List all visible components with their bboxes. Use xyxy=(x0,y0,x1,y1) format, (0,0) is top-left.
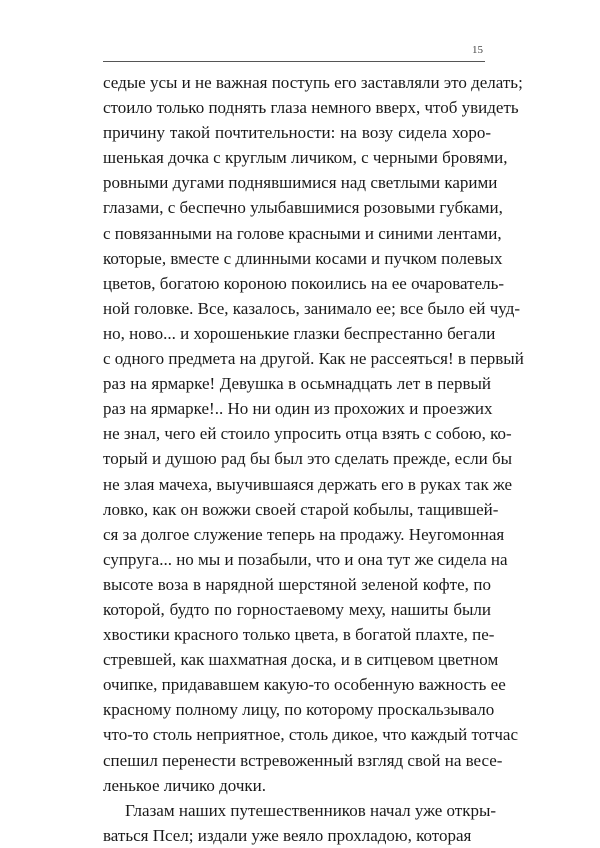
text-line: супруга... но мы и позабыли, что и она тут же сидела на xyxy=(103,549,508,569)
body-text xyxy=(103,70,524,848)
text-line: глазами, с беспечно улыбавшимися розовыми губками, xyxy=(103,198,503,218)
text-line: красному полному лицу, по которому проскальзывало xyxy=(103,700,495,720)
text-line: причину такой почтительности: на возу сидела хоро- xyxy=(103,123,491,143)
text-line: цветов, богатою короною покоились на ее очарователь- xyxy=(103,273,505,293)
text-line: ся за долгое служение теперь на продажу. Неугомонная xyxy=(103,524,505,544)
text-line: высоте воза в нарядной шерстяной зеленой кофте, по xyxy=(103,574,491,594)
text-line: не злая мачеха, выучившаяся держать его в руках так же xyxy=(103,474,513,494)
text-line: седые усы и не важная поступь его заставляли это делать; xyxy=(103,73,523,92)
text-line: стревшей, как шахматная доска, и в ситцевом цветном xyxy=(103,650,499,670)
text-line: шенькая дочка с круглым личиком, с черными бровями, xyxy=(103,148,508,168)
text-line: ловко, как он вожжи своей старой кобылы, тащившей- xyxy=(103,499,499,519)
text-line: с одного предмета на другой. Как не рассеяться! в первый xyxy=(103,349,524,369)
text-line: что-то столь неприятное, столь дикое, что каждый тотчас xyxy=(103,725,518,745)
paragraph-2 xyxy=(103,798,497,848)
paragraph-1 xyxy=(103,70,524,798)
text-line: раз на ярмарке! Девушка в осьмнадцать лет в первый xyxy=(103,374,491,394)
text-line: Глазам наших путешественников начал уже откры- xyxy=(125,800,497,820)
text-line: ной головке. Все, казалось, занимало ее; все было ей чуд- xyxy=(103,298,521,318)
text-line: ваться Псел; издали уже веяло прохладою, которая xyxy=(103,825,472,845)
text-line: стоило только поднять глаза немного вверх, чтоб увидеть xyxy=(103,98,519,118)
text-line: которой, будто по горностаевому меху, нашиты были xyxy=(103,599,491,619)
text-line: не знал, чего ей стоило упросить отца взять с собою, ко- xyxy=(103,424,512,444)
text-line: торый и душою рад бы был это сделать прежде, если бы xyxy=(103,449,513,469)
header-rule xyxy=(103,61,485,62)
text-line: которые, вместе с длинными косами и пучком полевых xyxy=(103,248,503,268)
text-line: ровными дугами поднявшимися над светлыми карими xyxy=(103,173,498,193)
text-line: раз на ярмарке!.. Но ни один из прохожих и проезжих xyxy=(103,399,493,419)
text-line: спешил перенести встревоженный взгляд свой на весе- xyxy=(103,750,503,770)
text-line: но, ново... и хорошенькие глазки беспрестанно бегали xyxy=(103,323,496,343)
text-line: хвостики красного только цвета, в богатой плахте, пе- xyxy=(103,625,495,645)
text-line: очипке, придававшем какую-то особенную важность ее xyxy=(103,675,506,695)
text-line: ленькое личико дочки. xyxy=(103,775,267,795)
page-number: 15 xyxy=(472,44,483,56)
text-line: с повязанными на голове красными и синими лентами, xyxy=(103,223,502,243)
